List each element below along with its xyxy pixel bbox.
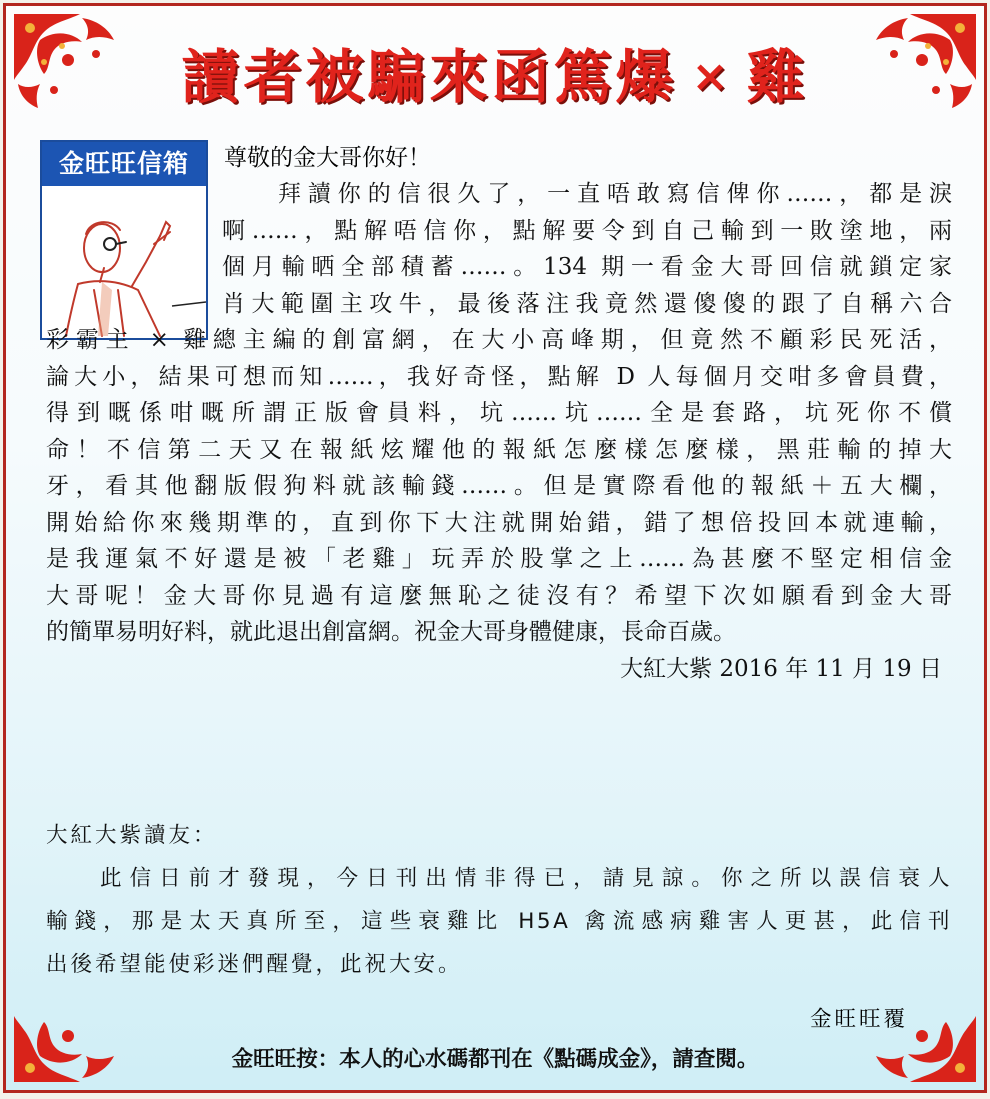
- letter-line: 拜讀你的信很久了，一直唔敢寫信俾你……，都是淚: [278, 181, 952, 207]
- letter-line: 是我運氣不好還是被「老雞」玩弄於股掌之上……為甚麼不堅定相信金: [46, 546, 952, 572]
- letter-line: 牙，看其他翻版假狗料就該輸錢……。但是實際看他的報紙＋五大欄，: [46, 473, 952, 499]
- letter-body-wide: [46, 322, 952, 687]
- reply-line: 此信日前才發現，今日刊出情非得已，請見諒。你之所以誤信衰人: [100, 866, 952, 891]
- man-pointing-illustration: [42, 186, 206, 338]
- letter-body-narrow: [222, 176, 952, 322]
- headline-x: ×: [691, 51, 733, 102]
- editor-note: 金旺旺按：本人的心水碼都刊在《點碼成金》，請查閱。: [231, 1047, 759, 1072]
- column-badge: [40, 140, 208, 340]
- headline-main: 讀者被騙來函篤爆: [181, 43, 678, 111]
- reply-salutation: 大紅大紫讀友：: [46, 823, 218, 848]
- column-header: 金旺旺信箱: [42, 142, 206, 186]
- letter-line: 命！不信第二天又在報紙炫耀他的報紙怎麼樣怎麼樣，黑莊輸的掉大: [46, 436, 952, 463]
- letter-line: 開始給你來幾期準的，直到你下大注就開始錯，錯了想倍投回本就連輸，: [46, 509, 952, 536]
- letter-line: 得到嘅係咁嘅所謂正版會員料，坑……坑……全是套路，坑死你不償: [46, 400, 952, 426]
- reply-line: 出後希望能使彩迷們醒覺，此祝大安。: [46, 952, 463, 977]
- letter-line: 的簡單易明好料，就此退出創富網。祝金大哥身體健康，長命百歲。: [46, 619, 736, 645]
- letter-line: 大哥呢！金大哥你見過有這麼無恥之徒沒有？希望下次如願看到金大哥: [46, 582, 952, 609]
- letter-line: 論大小，結果可想而知……，我好奇怪，點解 D 人每個月交咁多會員費，: [46, 363, 952, 390]
- letter-line: 啊……，點解唔信你，點解要令到自己輸到一敗塗地，兩: [222, 217, 952, 244]
- headline-end: 雞: [746, 43, 809, 111]
- letter-line: 肖大範圍主攻牛，最後落注我竟然還傻傻的跟了自稱六合: [222, 290, 952, 317]
- reply-line: 輸錢，那是太天真所至，這些衰雞比 H5A 禽流感病雞害人更甚，此信刊: [46, 909, 952, 934]
- letter-signature: 大紅大紫 2016 年 11 月 19 日: [620, 655, 942, 682]
- letter-greeting: 尊敬的金大哥你好！: [224, 145, 431, 171]
- letter-line: 彩霸主 × 雞總主編的創富網，在大小高峰期，但竟然不顧彩民死活，: [46, 327, 952, 353]
- editor-reply: [46, 814, 952, 986]
- newspaper-clipping: [3, 3, 987, 1093]
- headline: [6, 30, 984, 114]
- letter-line: 個月輸晒全部積蓄……。134 期一看金大哥回信就鎖定家: [222, 254, 952, 280]
- reply-signature: 金旺旺覆: [809, 1007, 908, 1032]
